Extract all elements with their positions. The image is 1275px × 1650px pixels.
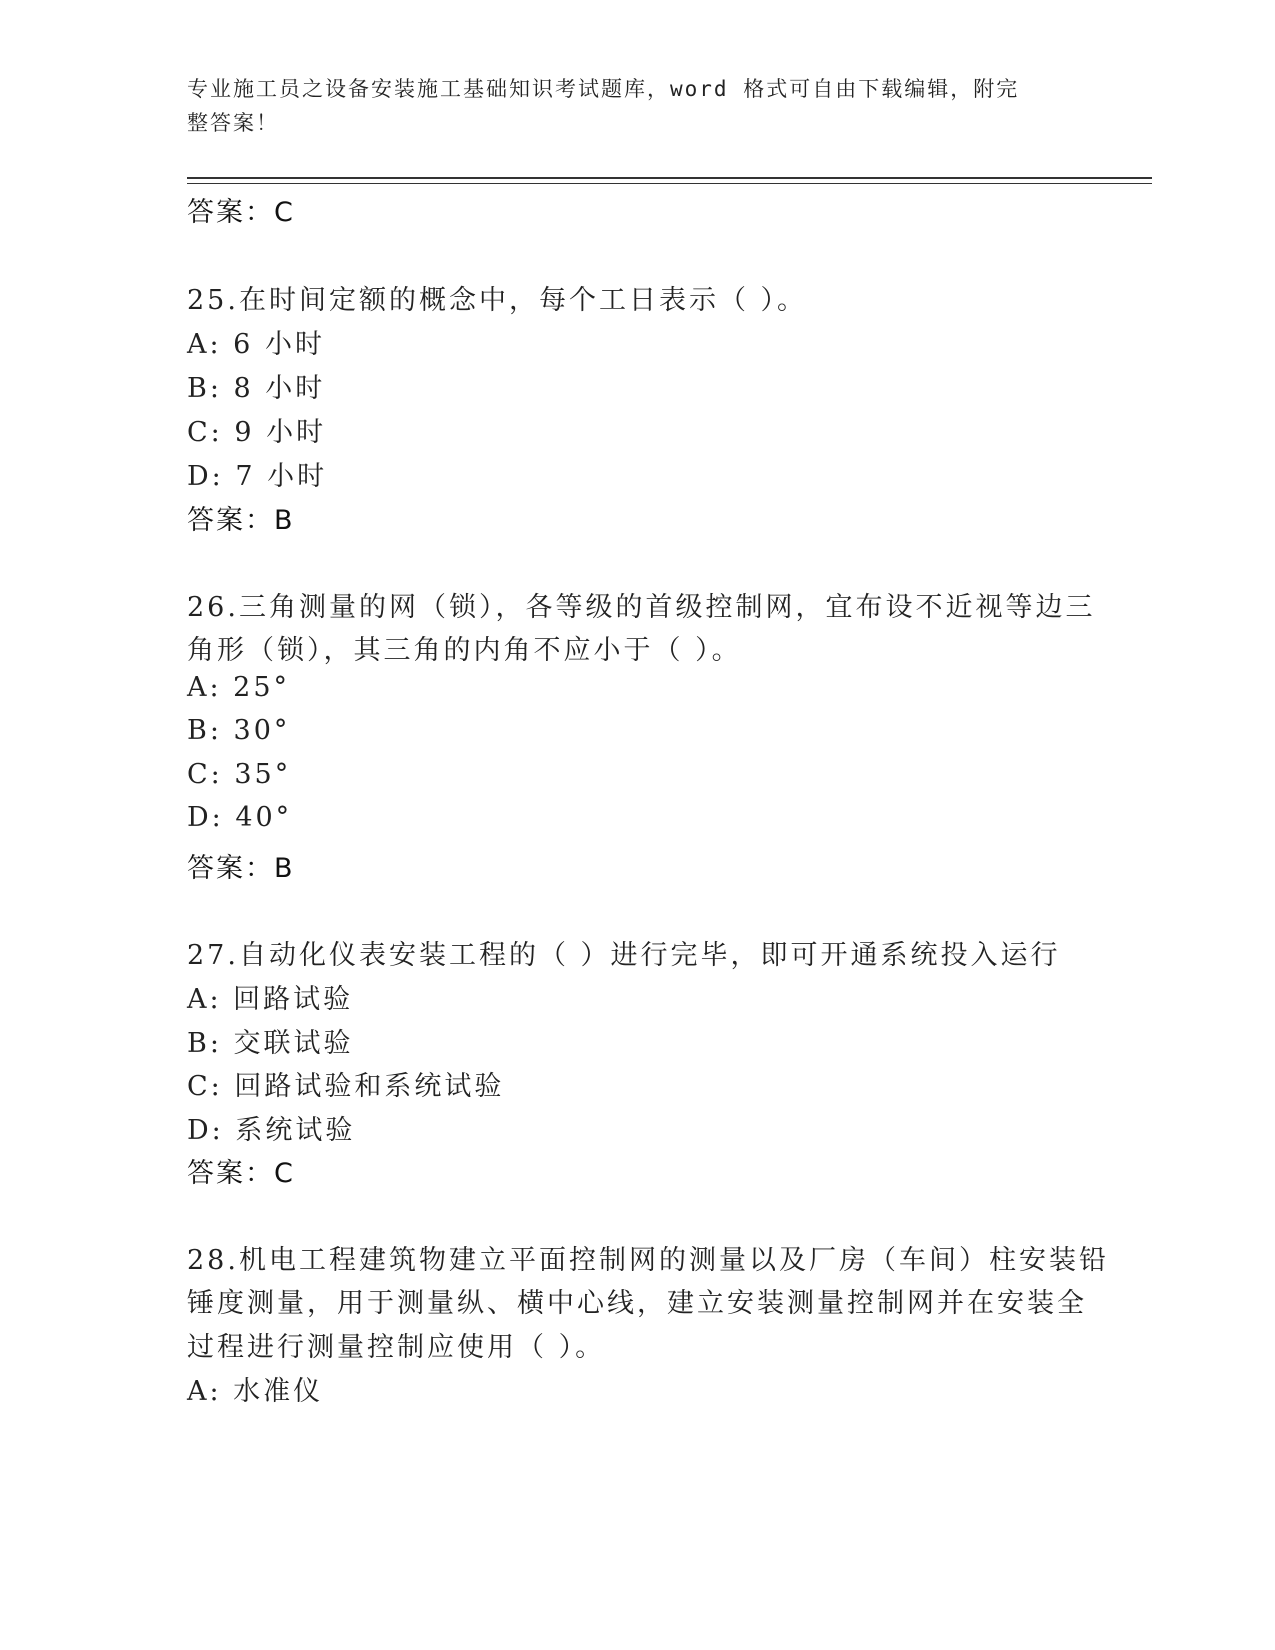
question-25-answer: 答案：B — [187, 505, 295, 536]
question-25-option-b: B: 8 小时 — [187, 373, 326, 404]
header-line-1: 专业施工员之设备安装施工基础知识考试题库，word 格式可自由下载编辑，附完 — [187, 77, 1020, 101]
question-27-text: 27.自动化仪表安装工程的（ ）进行完毕，即可开通系统投入运行 — [187, 940, 1061, 971]
question-26-option-b: B: 30° — [187, 715, 291, 746]
question-27-option-c: C: 回路试验和系统试验 — [187, 1071, 505, 1102]
header-line-2: 整答案！ — [187, 111, 279, 135]
question-28-text-line-1: 28.机电工程建筑物建立平面控制网的测量以及厂房（车间）柱安装铅 — [187, 1245, 1109, 1276]
question-27-option-d: D: 系统试验 — [187, 1115, 356, 1146]
question-25-option-a: A: 6 小时 — [187, 329, 325, 360]
question-28-text-line-2: 锤度测量，用于测量纵、横中心线，建立安装测量控制网并在安装全 — [187, 1288, 1087, 1319]
answer-previous: 答案：C — [187, 197, 295, 228]
question-27-option-a: A: 回路试验 — [187, 984, 354, 1015]
question-25-option-c: C: 9 小时 — [187, 417, 327, 448]
document-header — [187, 72, 1067, 140]
question-26-option-d: D: 40° — [187, 802, 293, 833]
header-rule-thin — [187, 183, 1152, 184]
question-28-text-line-3: 过程进行测量控制应使用（ ）。 — [187, 1332, 606, 1363]
question-26-option-c: C: 35° — [187, 759, 292, 790]
header-rule-thick — [187, 177, 1152, 179]
question-27-option-b: B: 交联试验 — [187, 1028, 354, 1059]
question-26-text-line-2: 角形（锁），其三角的内角不应小于（ ）。 — [187, 635, 742, 666]
question-26-option-a: A: 25° — [187, 672, 291, 703]
question-27-answer: 答案：C — [187, 1158, 295, 1189]
question-28-option-a: A: 水准仪 — [187, 1376, 324, 1407]
question-25-text: 25.在时间定额的概念中，每个工日表示（ ）。 — [187, 285, 808, 316]
question-26-text-line-1: 26.三角测量的网（锁），各等级的首级控制网，宜布设不近视等边三 — [187, 592, 1096, 623]
question-26-answer: 答案：B — [187, 853, 295, 884]
question-25-option-d: D: 7 小时 — [187, 461, 328, 492]
